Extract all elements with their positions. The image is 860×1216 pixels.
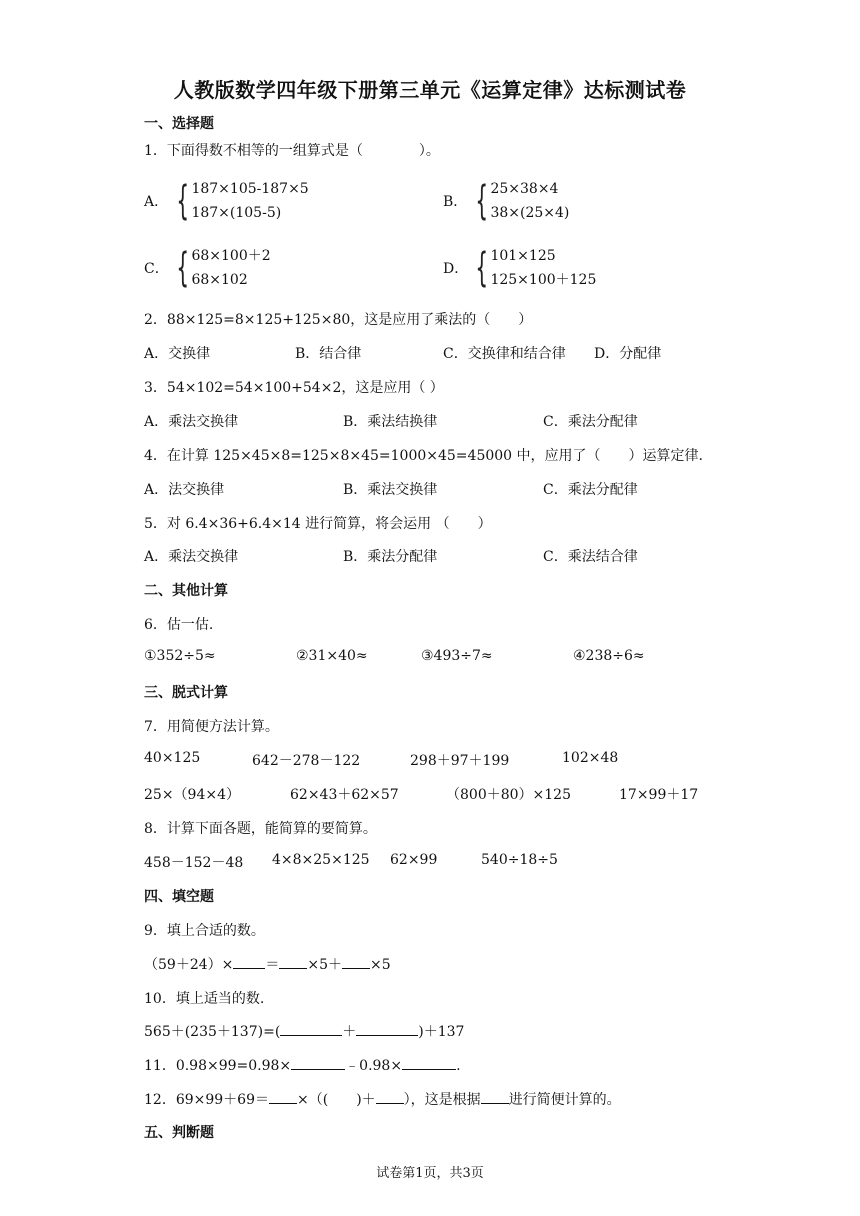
option-label: B． — [443, 194, 468, 210]
option-label: C． — [144, 261, 169, 277]
answer-blank[interactable] — [291, 1055, 345, 1070]
q2-option-b[interactable]: B．结合律 — [295, 346, 362, 362]
answer-blank[interactable] — [356, 1021, 418, 1036]
expression: 125×100＋125 — [490, 272, 597, 288]
q4-option-a[interactable]: A．法交换律 — [144, 482, 225, 498]
q8-item: 458－152－48 — [144, 855, 244, 871]
q7-item: 40×125 — [144, 750, 201, 766]
option-label: D． — [443, 261, 469, 277]
expression: 101×125 — [490, 248, 556, 264]
section-heading-judge: 五、判断题 — [144, 1125, 214, 1141]
question-3-stem: 3．54×102=54×100+54×2，这是应用（ ） — [144, 380, 444, 396]
question-7-stem: 7．用简便方法计算。 — [144, 719, 279, 735]
section-heading-stepwise: 三、脱式计算 — [144, 685, 228, 701]
equation-text: ×（( )＋ — [297, 1092, 376, 1108]
section-heading-fill: 四、填空题 — [144, 889, 214, 905]
q6-item-4: ④238÷6≈ — [573, 648, 645, 664]
expression: 68×100＋2 — [191, 248, 271, 264]
answer-blank[interactable] — [280, 1021, 342, 1036]
brace-icon: { — [176, 245, 190, 291]
question-9-equation — [144, 954, 391, 974]
expression: 187×105-187×5 — [191, 181, 309, 197]
equation-text: ×5＋ — [307, 957, 342, 973]
q7-item: （800＋80）×125 — [446, 787, 571, 803]
question-10-stem: 10．填上适当的数. — [144, 991, 265, 1007]
page-footer: 试卷第1页，共3页 — [376, 1166, 484, 1181]
equation-text: （59＋24）× — [144, 957, 234, 973]
q4-option-b[interactable]: B．乘法交换律 — [343, 482, 438, 498]
brace-icon: { — [475, 245, 489, 291]
question-8-stem: 8．计算下面各题，能简算的要简算。 — [144, 821, 377, 837]
q7-item: 102×48 — [562, 750, 619, 766]
q8-item: 4×8×25×125 — [272, 852, 370, 868]
brace-icon: { — [176, 178, 190, 224]
equation-text: ×5 — [370, 957, 391, 973]
expression: 38×(25×4) — [490, 205, 570, 221]
question-10-equation — [144, 1021, 464, 1041]
q3-option-a[interactable]: A．乘法交换律 — [144, 414, 239, 430]
q6-item-2: ②31×40≈ — [296, 648, 368, 664]
question-5-stem: 5．对 6.4×36+6.4×14 进行简算，将会运用 （ ） — [144, 516, 492, 532]
section-heading-other: 二、其他计算 — [144, 583, 228, 599]
answer-blank[interactable] — [269, 1089, 297, 1104]
equation-text: 进行简便计算的。 — [508, 1092, 621, 1108]
brace-icon: { — [475, 178, 489, 224]
equation-text: ﹣0.98× — [345, 1058, 403, 1074]
question-9-stem: 9．填上合适的数。 — [144, 923, 265, 939]
page-title: 人教版数学四年级下册第三单元《运算定律》达标测试卷 — [173, 78, 687, 102]
question-12 — [144, 1089, 621, 1109]
equation-text: ＝ — [265, 957, 280, 973]
q3-option-b[interactable]: B．乘法结换律 — [343, 414, 438, 430]
question-4-stem: 4．在计算 125×45×8=125×8×45=1000×45=45000 中，应用了（ ）运算定律. — [144, 448, 703, 464]
q5-option-c[interactable]: C．乘法结合律 — [543, 549, 638, 565]
equation-text: 565＋(235＋137)=( — [144, 1024, 281, 1040]
question-2-stem: 2．88×125=8×125+125×80，这是应用了乘法的（ ） — [144, 312, 533, 328]
answer-blank[interactable] — [279, 954, 307, 969]
q1-option-d[interactable] — [443, 244, 596, 292]
q3-option-c[interactable]: C．乘法分配律 — [543, 414, 638, 430]
q2-option-d[interactable]: D．分配律 — [594, 346, 662, 362]
q5-option-a[interactable]: A．乘法交换律 — [144, 549, 239, 565]
equation-text: ＋ — [342, 1024, 357, 1040]
q8-item: 62×99 — [390, 852, 438, 868]
answer-blank[interactable] — [233, 954, 265, 969]
answer-blank[interactable] — [376, 1089, 404, 1104]
q2-option-a[interactable]: A．交换律 — [144, 346, 211, 362]
equation-text: 12．69×99＋69＝ — [144, 1092, 269, 1108]
q1-option-b[interactable] — [443, 177, 569, 225]
question-11 — [144, 1055, 461, 1075]
q7-item: 25×（94×4） — [144, 787, 240, 803]
equation-text: )＋137 — [418, 1024, 465, 1040]
q1-option-a[interactable] — [144, 177, 309, 225]
answer-blank[interactable] — [481, 1089, 509, 1104]
expression: 68×102 — [191, 272, 248, 288]
q8-item: 540÷18÷5 — [481, 852, 558, 868]
q4-option-c[interactable]: C．乘法分配律 — [543, 482, 638, 498]
q7-item: 17×99＋17 — [619, 787, 699, 803]
q7-item: 62×43＋62×57 — [290, 787, 399, 803]
question-1-stem: 1．下面得数不相等的一组算式是（ ）。 — [144, 143, 440, 159]
q2-option-c[interactable]: C．交换律和结合律 — [443, 346, 566, 362]
option-label: A． — [144, 194, 169, 210]
q7-item: 642－278－122 — [252, 753, 361, 769]
equation-text: ），这是根据 — [403, 1092, 481, 1108]
q1-option-c[interactable] — [144, 244, 271, 292]
question-6-stem: 6．估一估. — [144, 617, 214, 633]
expression: 25×38×4 — [490, 181, 559, 197]
q6-item-3: ③493÷7≈ — [421, 648, 493, 664]
equation-text: 11．0.98×99=0.98× — [144, 1058, 292, 1074]
q6-item-1: ①352÷5≈ — [144, 648, 216, 664]
answer-blank[interactable] — [402, 1055, 456, 1070]
q5-option-b[interactable]: B．乘法分配律 — [343, 549, 438, 565]
answer-blank[interactable] — [342, 954, 370, 969]
q7-item: 298＋97＋199 — [410, 753, 510, 769]
expression: 187×(105-5) — [191, 205, 282, 221]
equation-text: . — [456, 1058, 461, 1074]
section-heading-choice: 一、选择题 — [144, 116, 214, 132]
